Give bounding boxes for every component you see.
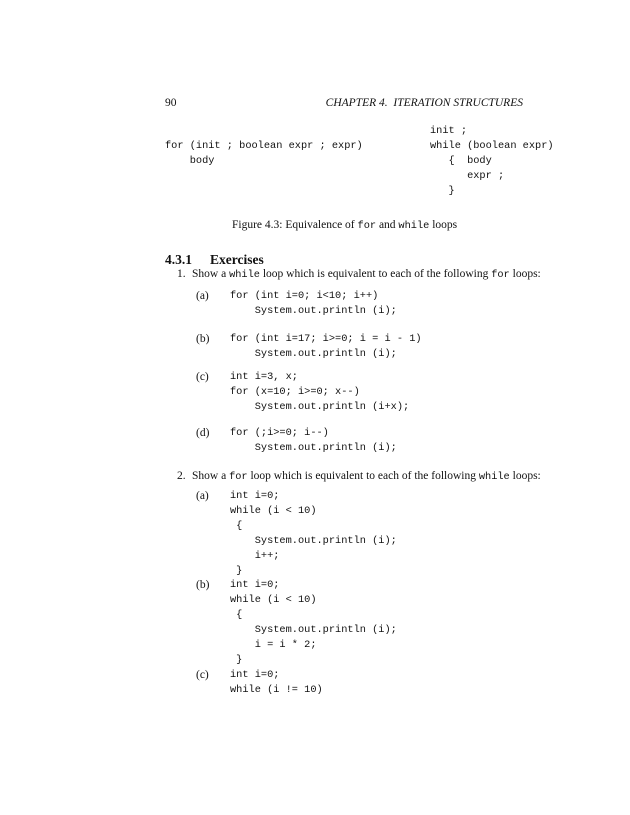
figure-caption-code-while: while <box>398 220 430 232</box>
exercise-1c-label: (c) <box>196 371 209 383</box>
exercise-1-text-mid: loop which is equivalent to each of the following <box>259 268 492 280</box>
section-number: 4.3.1 <box>165 252 192 267</box>
exercise-1b-code: for (int i=17; i>=0; i = i - 1) System.out.println (i); <box>230 333 422 360</box>
figure-while-loop-code: init ; while (boolean expr) { body expr ; } <box>430 125 554 197</box>
exercise-2-code-for: for <box>229 471 248 483</box>
exercise-1d-code: for (;i>=0; i--) System.out.println (i); <box>230 427 397 454</box>
exercise-1a-code: for (int i=0; i<10; i++) System.out.println (i); <box>230 290 397 317</box>
running-title: CHAPTER 4. ITERATION STRUCTURES <box>325 97 523 109</box>
exercise-1b-label: (b) <box>196 333 210 345</box>
exercise-1-text-suffix: loops: <box>509 268 541 280</box>
exercise-1-text <box>192 268 541 281</box>
figure-caption-code-for: for <box>357 220 377 232</box>
exercise-2-code-while: while <box>478 471 510 483</box>
exercise-1-number: 1. <box>177 268 186 280</box>
section-title: Exercises <box>210 252 264 267</box>
exercise-2a-label: (a) <box>196 490 209 502</box>
exercise-1c-code: int i=3, x; for (x=10; i>=0; x--) System.out.println (i+x); <box>230 371 410 413</box>
exercise-2a-code: int i=0; while (i < 10) { System.out.println (i); i++; } <box>230 490 397 577</box>
exercise-1d-label: (d) <box>196 427 210 439</box>
exercise-2-number: 2. <box>177 470 186 482</box>
figure-caption-suffix: loops <box>429 219 458 231</box>
exercise-2c-code: int i=0; while (i != 10) <box>230 669 323 696</box>
exercise-1-code-while: while <box>229 269 260 281</box>
figure-caption-mid: and <box>376 219 399 231</box>
figure-caption <box>232 219 457 232</box>
exercise-2b-label: (b) <box>196 579 210 591</box>
figure-for-loop-code: for (init ; boolean expr ; expr) body <box>165 140 363 167</box>
exercise-1-text-prefix: Show a <box>192 268 230 280</box>
figure-caption-prefix: Figure 4.3: Equivalence of <box>232 219 358 231</box>
page-number: 90 <box>165 97 177 109</box>
exercise-2-text-mid: loop which is equivalent to each of the following <box>247 470 479 482</box>
exercise-2b-code: int i=0; while (i < 10) { System.out.println (i); i = i * 2; } <box>230 579 397 666</box>
exercise-2-text-suffix: loops: <box>509 470 541 482</box>
exercise-2-text-prefix: Show a <box>192 470 230 482</box>
exercise-1a-label: (a) <box>196 290 209 302</box>
exercise-1-code-for: for <box>491 269 510 281</box>
exercise-2c-label: (c) <box>196 669 209 681</box>
exercise-2-text <box>192 470 541 483</box>
